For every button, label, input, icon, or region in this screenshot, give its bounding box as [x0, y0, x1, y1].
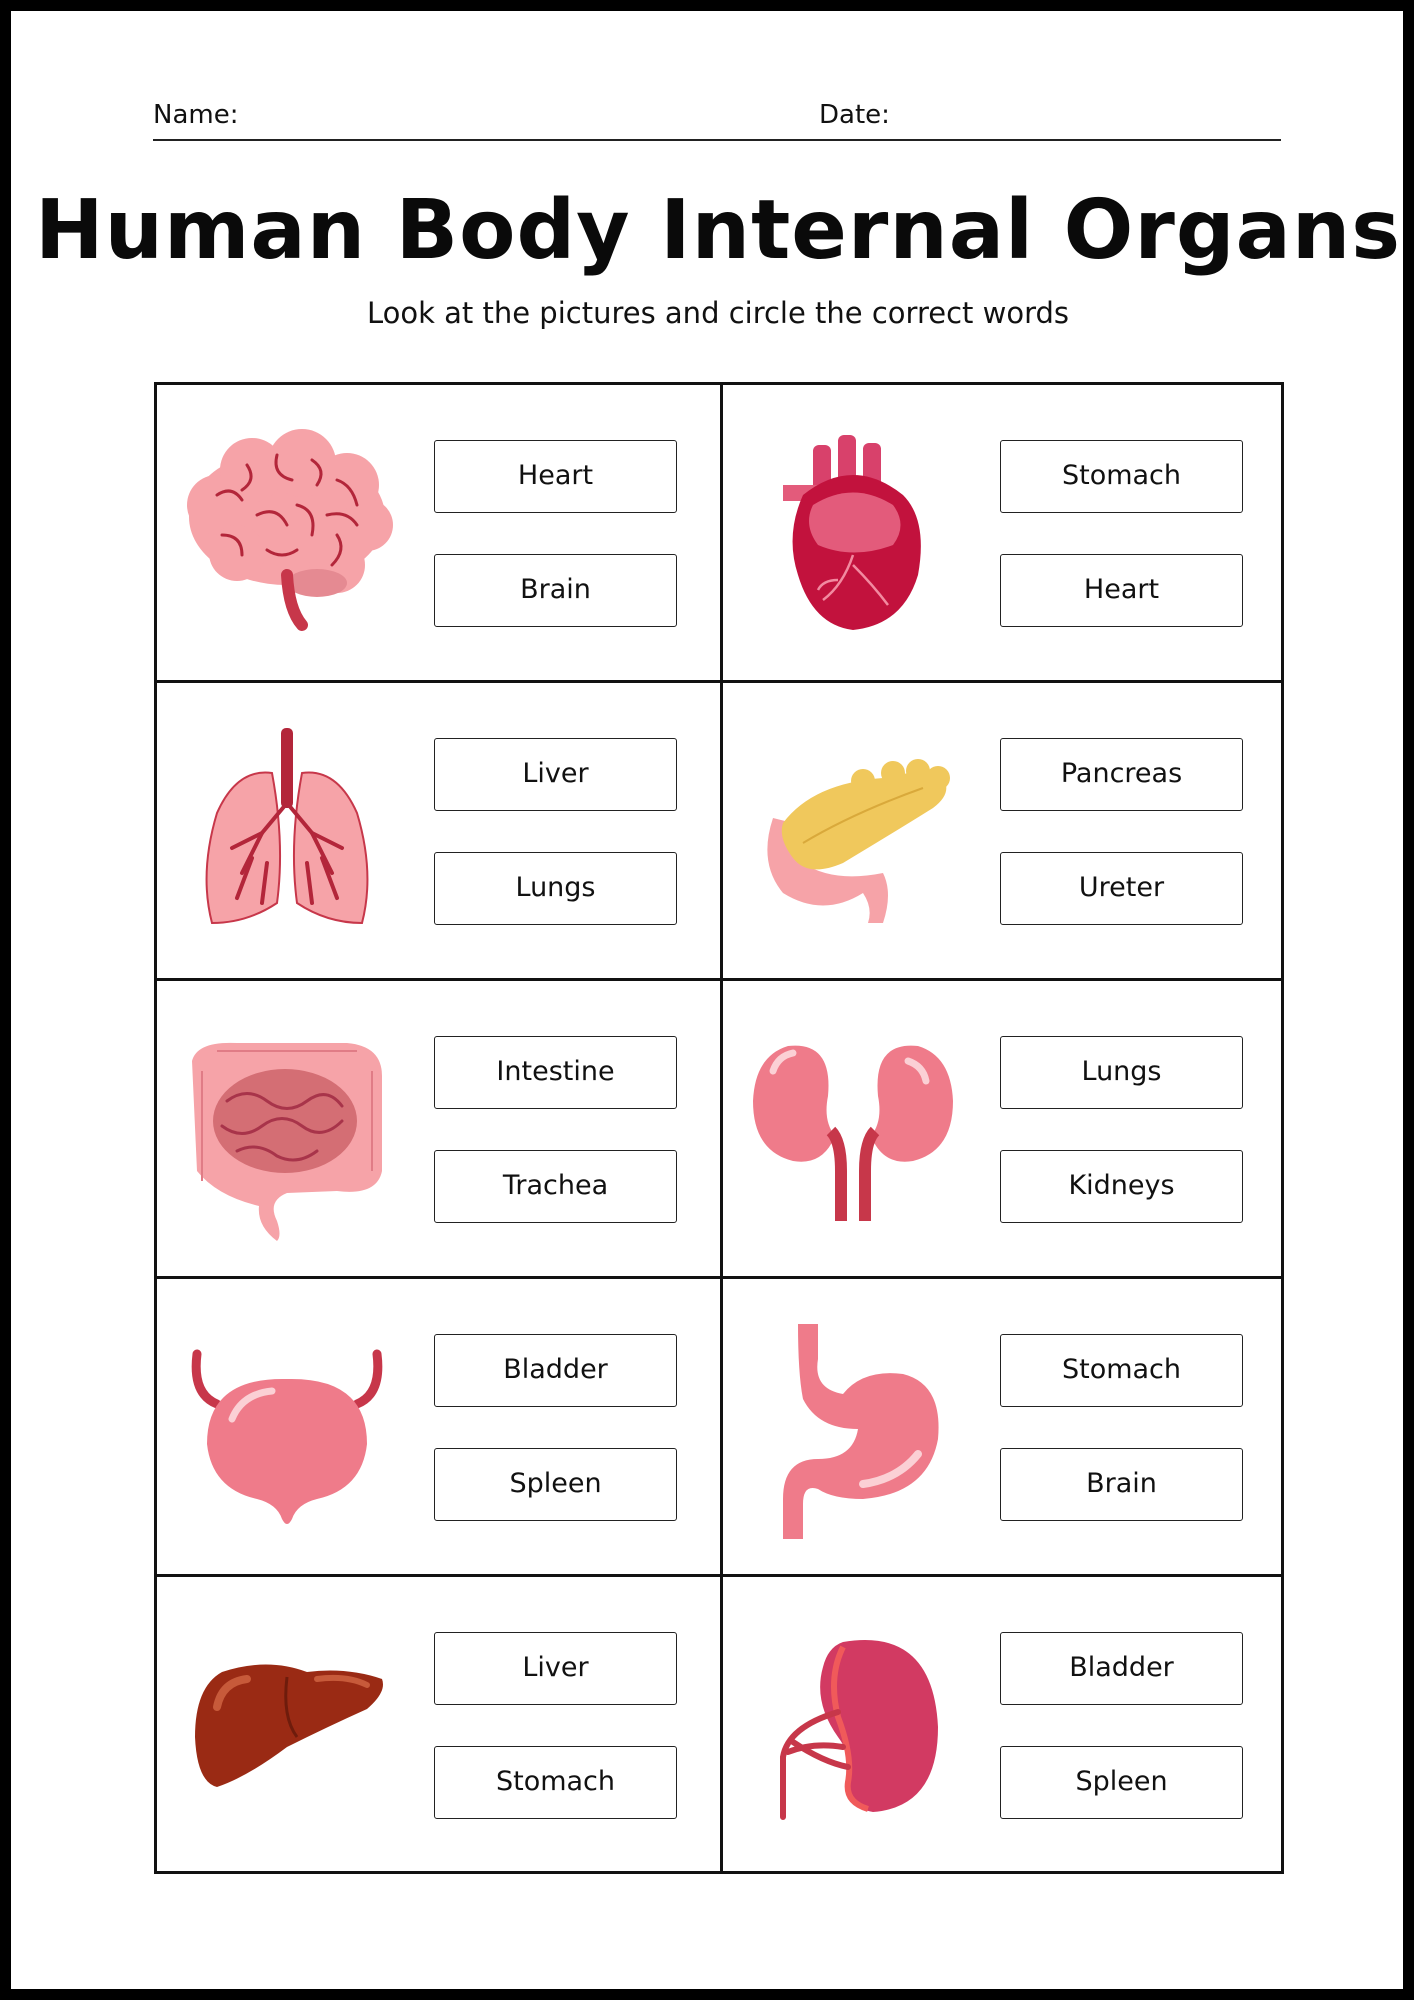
word-option[interactable]: Kidneys	[1000, 1150, 1243, 1223]
organ-cell	[157, 1279, 720, 1577]
word-option[interactable]: Liver	[434, 738, 677, 811]
word-option[interactable]: Brain	[434, 554, 677, 627]
kidneys-icon	[743, 1021, 963, 1241]
organ-cell	[723, 385, 1286, 683]
word-option[interactable]: Bladder	[1000, 1632, 1243, 1705]
instructions: Look at the pictures and circle the correct words	[366, 296, 1070, 330]
word-option[interactable]: Stomach	[434, 1746, 677, 1819]
word-option[interactable]: Brain	[1000, 1448, 1243, 1521]
organ-cell	[157, 683, 720, 981]
word-option[interactable]: Intestine	[434, 1036, 677, 1109]
liver-icon	[177, 1617, 397, 1837]
word-option[interactable]: Trachea	[434, 1150, 677, 1223]
word-option[interactable]: Stomach	[1000, 1334, 1243, 1407]
word-option[interactable]: Spleen	[1000, 1746, 1243, 1819]
word-option[interactable]: Liver	[434, 1632, 677, 1705]
date-label: Date:	[819, 100, 890, 130]
organ-cell	[723, 981, 1286, 1279]
word-option[interactable]: Heart	[1000, 554, 1243, 627]
heart-icon	[743, 425, 963, 645]
word-option[interactable]: Lungs	[434, 852, 677, 925]
name-label: Name:	[153, 100, 239, 130]
intestine-icon	[177, 1021, 397, 1241]
word-option[interactable]: Pancreas	[1000, 738, 1243, 811]
lungs-icon	[177, 723, 397, 943]
organ-cell	[157, 981, 720, 1279]
spleen-icon	[743, 1617, 963, 1837]
organ-cell	[157, 1577, 720, 1875]
organ-cell	[723, 1577, 1286, 1875]
word-option[interactable]: Ureter	[1000, 852, 1243, 925]
name-date-line	[153, 97, 1281, 141]
word-option[interactable]: Stomach	[1000, 440, 1243, 513]
word-option[interactable]: Lungs	[1000, 1036, 1243, 1109]
word-option[interactable]: Spleen	[434, 1448, 677, 1521]
page-title: Human Body Internal Organs	[34, 183, 1402, 278]
word-option[interactable]: Heart	[434, 440, 677, 513]
organ-grid	[154, 382, 1284, 1874]
organ-cell	[723, 1279, 1286, 1577]
brain-icon	[177, 425, 397, 645]
pancreas-icon	[743, 723, 963, 943]
organ-cell	[723, 683, 1286, 981]
word-option[interactable]: Bladder	[434, 1334, 677, 1407]
stomach-icon	[743, 1319, 963, 1539]
organ-cell	[157, 385, 720, 683]
bladder-icon	[177, 1319, 397, 1539]
